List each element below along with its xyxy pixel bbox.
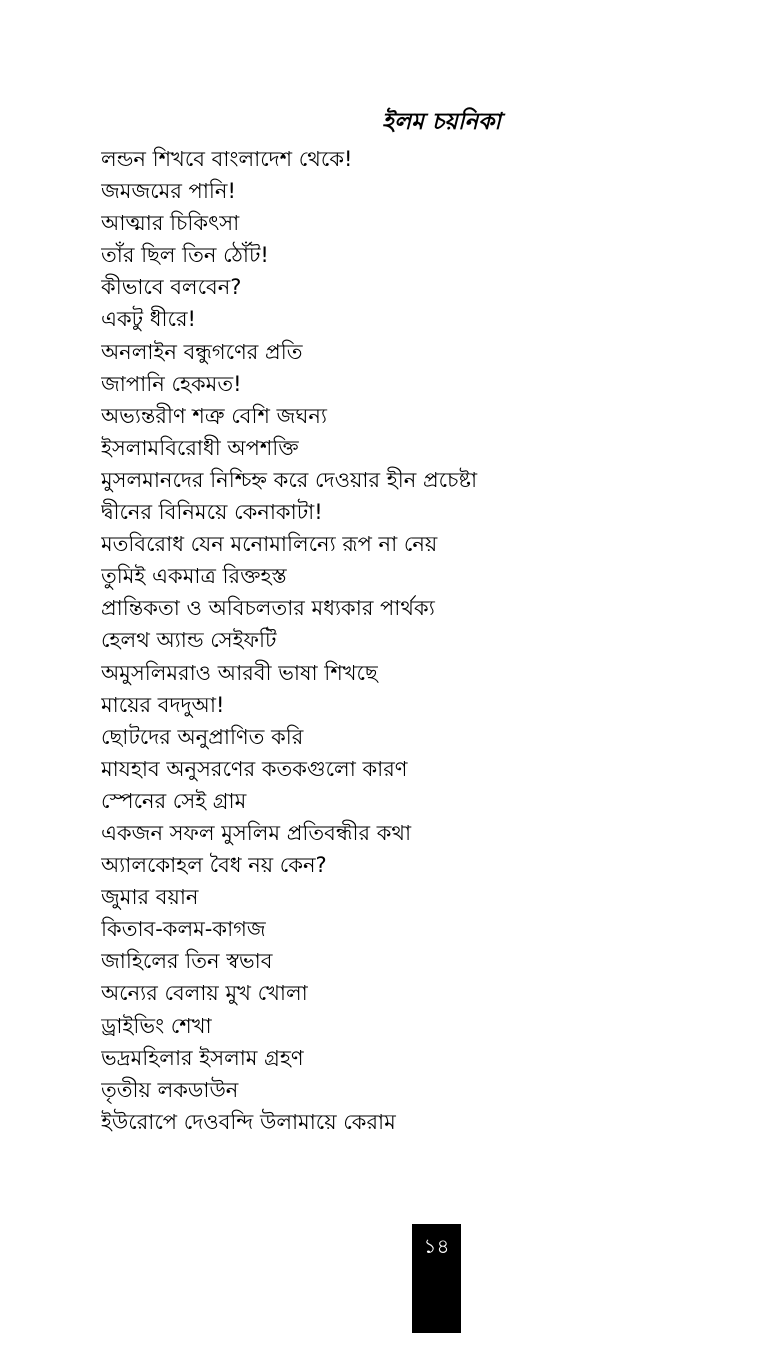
list-item: জাহিলের তিন স্বভাব (101, 949, 273, 974)
list-item: অভ্যন্তরীণ শত্রু বেশি জঘন্য (101, 403, 327, 428)
list-item: একটু ধীরে! (101, 307, 196, 332)
running-header-book-title: ইলম চয়নিকা (382, 108, 501, 135)
list-item: জাপানি হেকমত! (101, 371, 242, 396)
contents-list (101, 143, 721, 1138)
list-item: আত্মার চিকিৎসা (101, 211, 240, 236)
list-item: মাযহাব অনুসরণের কতকগুলো কারণ (101, 756, 408, 781)
list-item: অ্যালকোহল বৈধ নয় কেন? (101, 853, 327, 878)
list-item: অন্যের বেলায় মুখ খোলা (101, 981, 308, 1006)
list-item: একজন সফল মুসলিম প্রতিবন্ধীর কথা (101, 820, 412, 845)
list-item: প্রান্তিকতা ও অবিচলতার মধ্যকার পার্থক্য (101, 596, 435, 621)
list-item: ভদ্রমহিলার ইসলাম গ্রহণ (101, 1045, 304, 1070)
list-item: মতবিরোধ যেন মনোমালিন্যে রূপ না নেয় (101, 532, 438, 557)
list-item: তুমিই একমাত্র রিক্তহস্ত (101, 564, 287, 589)
list-item: অমুসলিমরাও আরবী ভাষা শিখছে (101, 660, 378, 685)
list-item: ড্রাইভিং শেখা (101, 1013, 212, 1038)
list-item: তৃতীয় লকডাউন (101, 1077, 239, 1102)
list-item: ছোটদের অনুপ্রাণিত করি (101, 724, 304, 749)
list-item: ইসলামবিরোধী অপশক্তি (101, 435, 299, 460)
list-item: কীভাবে বলবেন? (101, 275, 242, 300)
list-item: লন্ডন শিখবে বাংলাদেশ থেকে! (101, 147, 353, 171)
list-item: ইউরোপে দেওবন্দি উলামায়ে কেরাম (101, 1109, 396, 1134)
list-item: মুসলমানদের নিশ্চিহ্ন করে দেওয়ার হীন প্রচেষ্টা (101, 467, 478, 492)
page-number-tab (412, 1224, 461, 1333)
list-item: অনলাইন বন্ধুগণের প্রতি (101, 339, 303, 364)
list-item: কিতাব-কলম-কাগজ (101, 917, 266, 942)
list-item: হেলথ অ্যান্ড সেইফটি (101, 628, 277, 653)
list-item: মায়ের বদদুআ! (101, 692, 225, 717)
list-item: দ্বীনের বিনিময়ে কেনাকাটা! (101, 500, 323, 525)
list-item: স্পেনের সেই গ্রাম (101, 788, 247, 813)
list-item: জুমার বয়ান (101, 885, 199, 910)
page-number: ১৪ (423, 1234, 450, 1258)
list-item: জমজমের পানি! (101, 179, 236, 204)
list-item: তাঁর ছিল তিন ঠোঁট! (101, 243, 269, 268)
